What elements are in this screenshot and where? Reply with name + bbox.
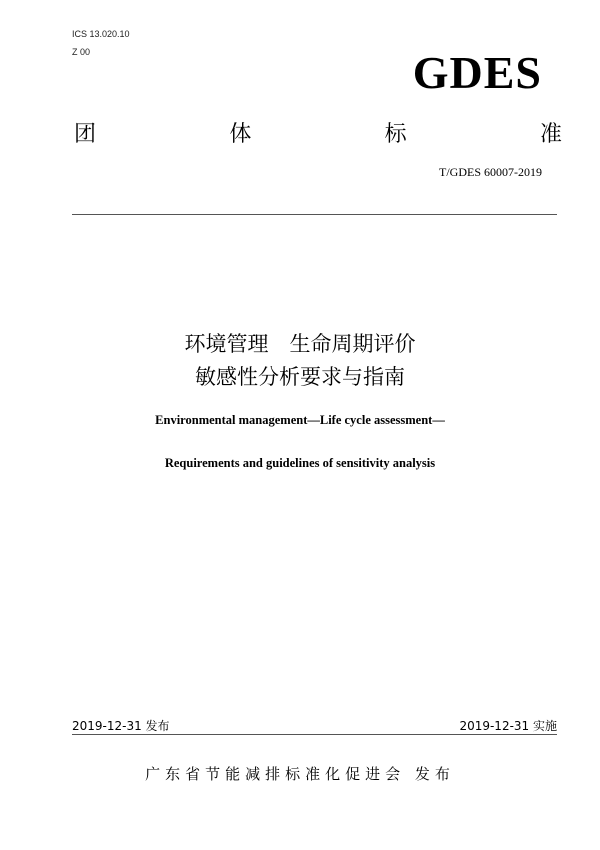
footer-divider bbox=[72, 734, 557, 735]
chinese-title-line2: 敏感性分析要求与指南 bbox=[195, 365, 405, 389]
kind-char: 准 bbox=[539, 122, 562, 147]
english-title-line2: Requirements and guidelines of sensitivity analysis bbox=[164, 456, 436, 470]
publish-date: 2019-12-31 发布 bbox=[72, 719, 170, 733]
kind-char: 标 bbox=[384, 122, 407, 147]
gdes-logo: GDES bbox=[412, 47, 542, 98]
kind-char: 体 bbox=[229, 122, 252, 147]
standard-code: T/GDES 60007-2019 bbox=[439, 165, 542, 179]
implement-date: 2019-12-31 实施 bbox=[459, 719, 557, 733]
ccs-code: Z 00 bbox=[72, 47, 91, 57]
ics-code: ICS 13.020.10 bbox=[72, 29, 130, 39]
english-title-line1: Environmental management—Life cycle assessment— bbox=[155, 413, 445, 427]
header-divider bbox=[72, 214, 557, 215]
standard-kind bbox=[74, 117, 562, 148]
publisher: 广东省节能减排标准化促进会 发布 bbox=[145, 765, 455, 783]
chinese-title bbox=[0, 328, 600, 394]
kind-char: 团 bbox=[74, 122, 97, 147]
chinese-title-line1: 环境管理 生命周期评价 bbox=[184, 332, 416, 356]
